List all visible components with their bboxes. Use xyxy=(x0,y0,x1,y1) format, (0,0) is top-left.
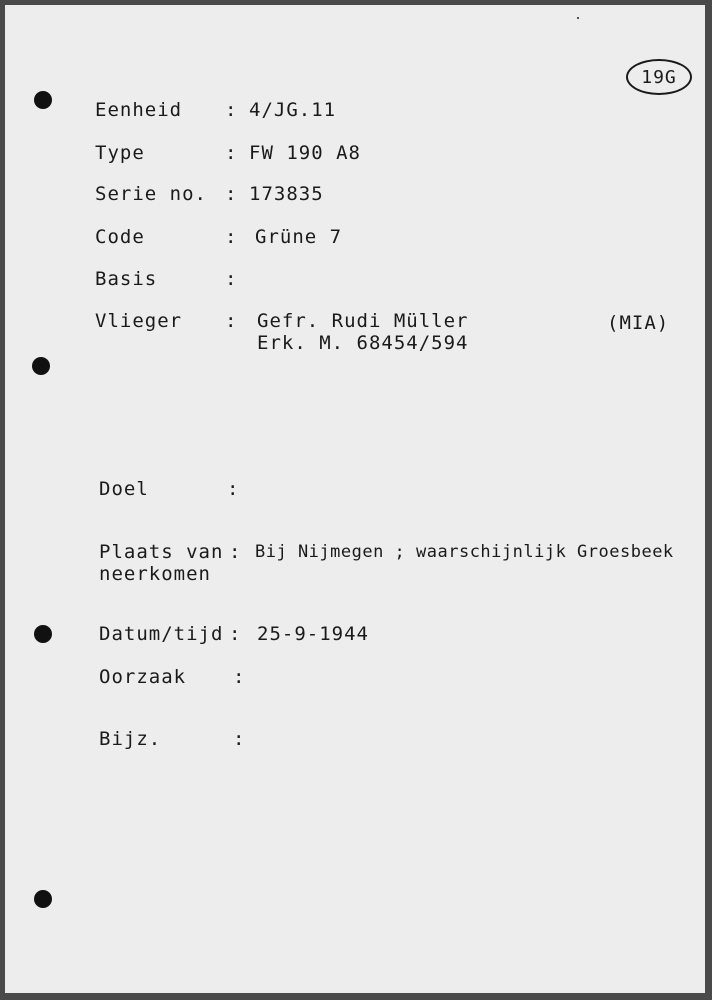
serie-label: Serie no. xyxy=(95,183,207,205)
datum-separator: : xyxy=(229,623,242,645)
code-separator: : xyxy=(225,226,238,248)
oorzaak-separator: : xyxy=(233,666,246,688)
type-separator: : xyxy=(225,142,238,164)
punch-hole xyxy=(32,357,50,375)
datum-value: 25-9-1944 xyxy=(257,623,369,645)
paper-speck xyxy=(577,17,579,19)
doel-label: Doel xyxy=(99,478,149,500)
datum-label: Datum/tijd xyxy=(99,623,224,645)
eenheid-value: 4/JG.11 xyxy=(249,99,337,121)
eenheid-separator: : xyxy=(225,99,238,121)
oorzaak-label: Oorzaak xyxy=(99,666,187,688)
doel-separator: : xyxy=(227,478,240,500)
bijz-label: Bijz. xyxy=(99,728,162,750)
document-page xyxy=(5,5,705,993)
basis-label: Basis xyxy=(95,268,158,290)
punch-hole xyxy=(34,625,52,643)
vlieger-erk: Erk. M. 68454/594 xyxy=(257,332,469,354)
vlieger-status: (MIA) xyxy=(607,312,670,334)
plaats-separator: : xyxy=(229,541,242,563)
vlieger-label: Vlieger xyxy=(95,310,183,332)
page-reference-circle xyxy=(626,59,692,95)
code-value: Grüne 7 xyxy=(255,226,343,248)
punch-hole xyxy=(34,91,52,109)
basis-separator: : xyxy=(225,268,238,290)
punch-hole xyxy=(34,890,52,908)
plaats-value: Bij Nijmegen ; waarschijnlijk Groesbeek xyxy=(255,542,674,562)
plaats-label-line2: neerkomen xyxy=(99,563,211,585)
eenheid-label: Eenheid xyxy=(95,99,183,121)
serie-value: 173835 xyxy=(249,183,324,205)
code-label: Code xyxy=(95,226,145,248)
plaats-label-line1: Plaats van xyxy=(99,541,224,563)
bijz-separator: : xyxy=(233,728,246,750)
type-label: Type xyxy=(95,142,145,164)
serie-separator: : xyxy=(225,183,238,205)
type-value: FW 190 A8 xyxy=(249,142,361,164)
vlieger-name: Gefr. Rudi Müller xyxy=(257,310,469,332)
vlieger-separator: : xyxy=(225,310,238,332)
page-reference: 19G xyxy=(641,66,677,88)
